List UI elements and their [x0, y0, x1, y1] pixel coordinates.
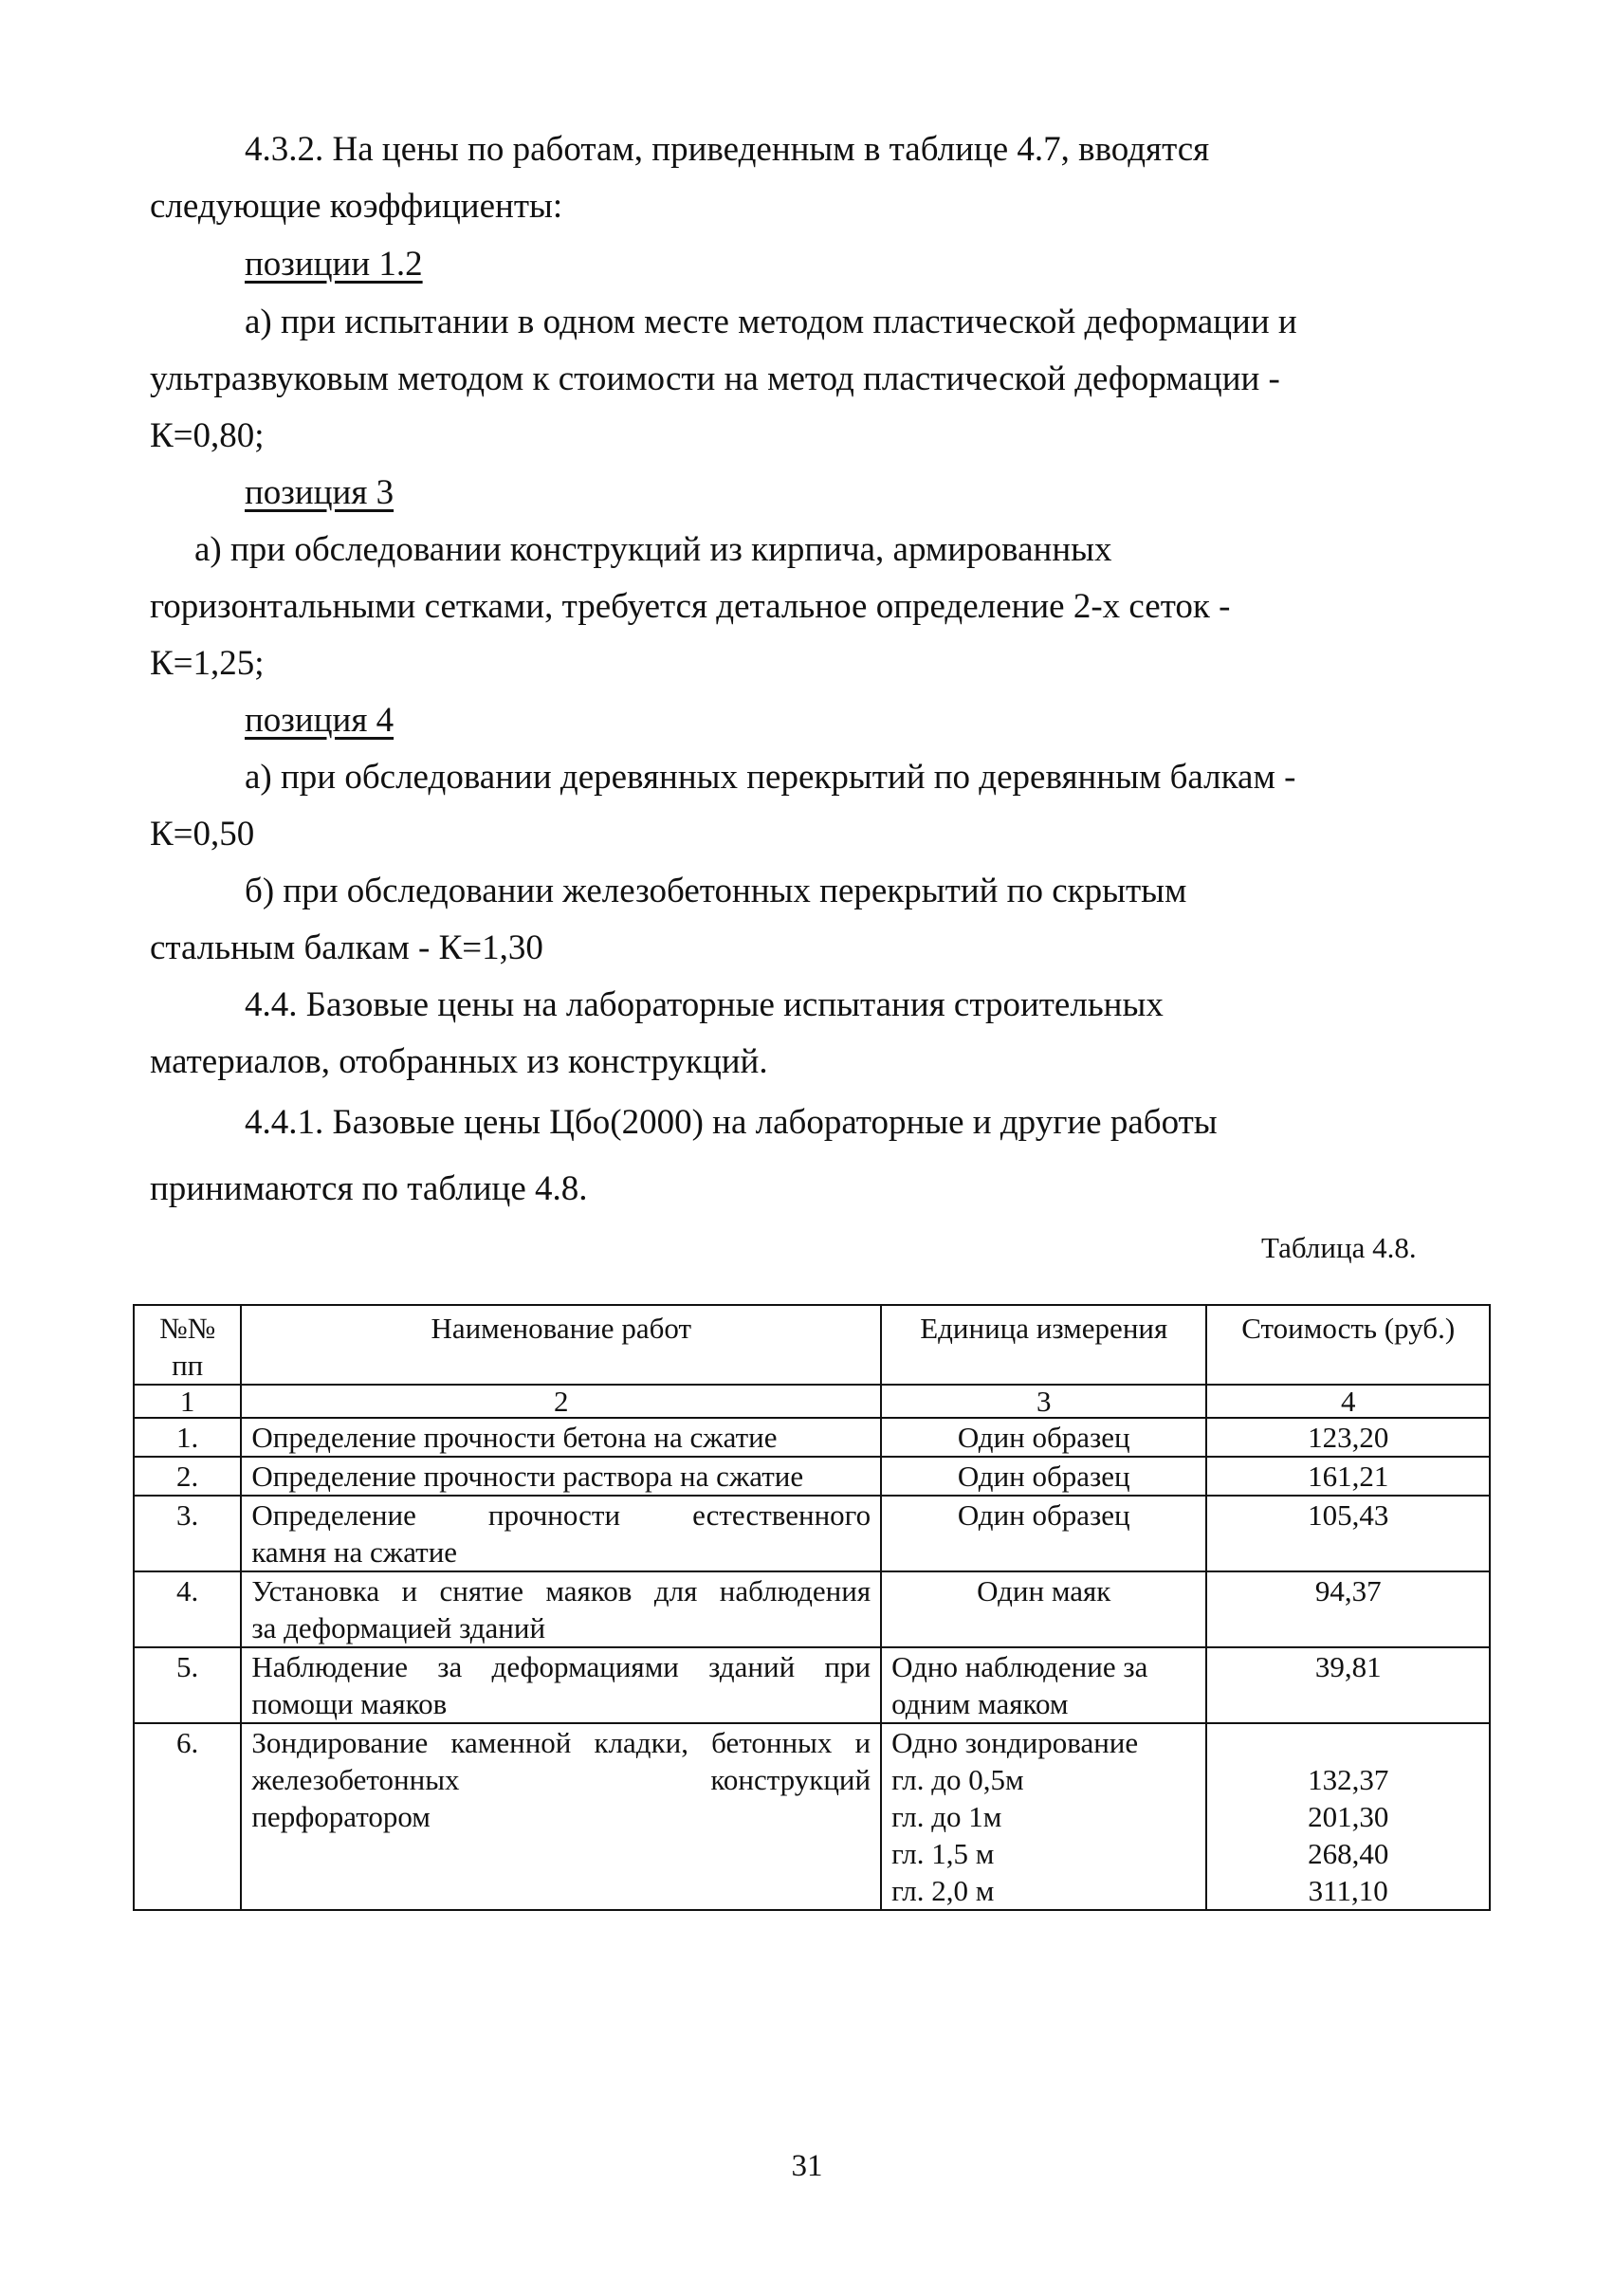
position-4-item-b-line1: б) при обследовании железобетонных перекрытий по скрытым [245, 872, 1187, 910]
row-num: 3. [134, 1496, 241, 1571]
row-work-name [241, 1571, 881, 1647]
paragraph-4-4-1-line1: 4.4.1. Базовые цены Цбо(2000) на лабораторные и другие работы [245, 1103, 1218, 1142]
table-row [134, 1457, 1490, 1496]
row-cost: 123,20 [1206, 1418, 1490, 1457]
position-1-2-item-a-line1: а) при испытании в одном месте методом пластической деформации и [245, 303, 1297, 341]
row-unit-line1: Одно зондирование [891, 1726, 1139, 1759]
row-work-name-line1: Установка и снятие маяков для наблюдения [251, 1574, 871, 1607]
row-unit [881, 1647, 1206, 1723]
position-4-item-b-line2: стальным балкам - К=1,30 [150, 928, 543, 967]
row-unit: Один образец [881, 1496, 1206, 1571]
position-3-heading: позиция 3 [245, 473, 394, 512]
position-3-item-a-line2: горизонтальными сетками, требуется детальное определение 2-х сеток - [150, 587, 1231, 626]
row-num: 4. [134, 1571, 241, 1647]
table-row [134, 1647, 1490, 1723]
position-3-item-a-line1: а) при обследовании конструкций из кирпича, армированных [194, 530, 1112, 569]
paragraph-4-4-1-line2: принимаются по таблице 4.8. [150, 1169, 588, 1208]
row-unit: Один маяк [881, 1571, 1206, 1647]
table-row [134, 1571, 1490, 1647]
row-cost-value: 201,30 [1308, 1800, 1389, 1833]
paragraph-4-4-line2: материалов, отобранных из конструкций. [150, 1042, 768, 1081]
table-header-row [134, 1305, 1490, 1385]
paragraph-4-3-2-line1: 4.3.2. На цены по работам, приведенным в таблице 4.7, вводятся [245, 130, 1210, 169]
paragraph-4-3-2-line2: следующие коэффициенты: [150, 187, 563, 226]
row-work-name-line2: камня на сжатие [251, 1535, 458, 1569]
row-work-name-line2: железобетонных конструкций [251, 1763, 871, 1796]
table-row [134, 1418, 1490, 1457]
row-work-name: Определение прочности бетона на сжатие [241, 1418, 881, 1457]
price-table [133, 1304, 1491, 1911]
row-work-name-line1: Наблюдение за деформациями зданий при [251, 1650, 871, 1683]
row-unit-depth: гл. до 1м [891, 1800, 1002, 1833]
row-work-name [241, 1647, 881, 1723]
row-work-name-line2: помощи маяков [251, 1687, 448, 1720]
row-work-name [241, 1723, 881, 1910]
row-work-name-line1: Определение прочности естественного [251, 1498, 871, 1532]
row-work-name [241, 1496, 881, 1571]
row-unit-depth: гл. 1,5 м [891, 1837, 995, 1870]
row-cost: 105,43 [1206, 1496, 1490, 1571]
header-work-name: Наименование работ [241, 1305, 881, 1385]
row-unit: Один образец [881, 1418, 1206, 1457]
row-unit-line2: одним маяком [891, 1687, 1069, 1720]
row-unit-depth: гл. до 0,5м [891, 1763, 1024, 1796]
row-cost [1206, 1723, 1490, 1910]
table-row [134, 1723, 1490, 1910]
row-num: 2. [134, 1457, 241, 1496]
row-unit [881, 1723, 1206, 1910]
row-work-name-line1: Зондирование каменной кладки, бетонных и [251, 1726, 871, 1759]
row-num: 1. [134, 1418, 241, 1457]
col-number-4: 4 [1206, 1385, 1490, 1418]
position-4-item-a-line1: а) при обследовании деревянных перекрытий по деревянным балкам - [245, 758, 1296, 797]
page-number: 31 [791, 2149, 823, 2183]
row-cost: 161,21 [1206, 1457, 1490, 1496]
row-cost-value: 132,37 [1308, 1763, 1389, 1796]
col-number-1: 1 [134, 1385, 241, 1418]
paragraph-4-4-line1: 4.4. Базовые цены на лабораторные испытания строительных [245, 985, 1164, 1024]
row-cost: 94,37 [1206, 1571, 1490, 1647]
col-number-3: 3 [881, 1385, 1206, 1418]
row-cost: 39,81 [1206, 1647, 1490, 1723]
row-work-name-line2: за деформацией зданий [251, 1611, 546, 1644]
row-num: 6. [134, 1723, 241, 1910]
table-row [134, 1496, 1490, 1571]
row-cost-value: 268,40 [1308, 1837, 1389, 1870]
position-1-2-heading: позиции 1.2 [245, 245, 423, 284]
row-work-name: Определение прочности раствора на сжатие [241, 1457, 881, 1496]
table-caption: Таблица 4.8. [1261, 1231, 1417, 1264]
row-num: 5. [134, 1647, 241, 1723]
position-1-2-item-a-line2: ультразвуковым методом к стоимости на метод пластической деформации - [150, 359, 1280, 398]
header-num: №№ пп [134, 1305, 241, 1385]
position-4-heading: позиция 4 [245, 701, 394, 740]
col-number-2: 2 [241, 1385, 881, 1418]
row-unit: Один образец [881, 1457, 1206, 1496]
row-cost-value: 311,10 [1308, 1874, 1388, 1907]
row-unit-depth: гл. 2,0 м [891, 1874, 995, 1907]
header-cost: Стоимость (руб.) [1206, 1305, 1490, 1385]
header-unit: Единица измерения [881, 1305, 1206, 1385]
position-3-item-a-line3: К=1,25; [150, 644, 265, 683]
row-unit-line1: Одно наблюдение за [891, 1650, 1148, 1683]
position-4-item-a-line2: К=0,50 [150, 815, 255, 854]
row-work-name-line3: перфоратором [251, 1800, 431, 1833]
position-1-2-item-a-line3: К=0,80; [150, 416, 265, 455]
table-column-numbers-row [134, 1385, 1490, 1418]
